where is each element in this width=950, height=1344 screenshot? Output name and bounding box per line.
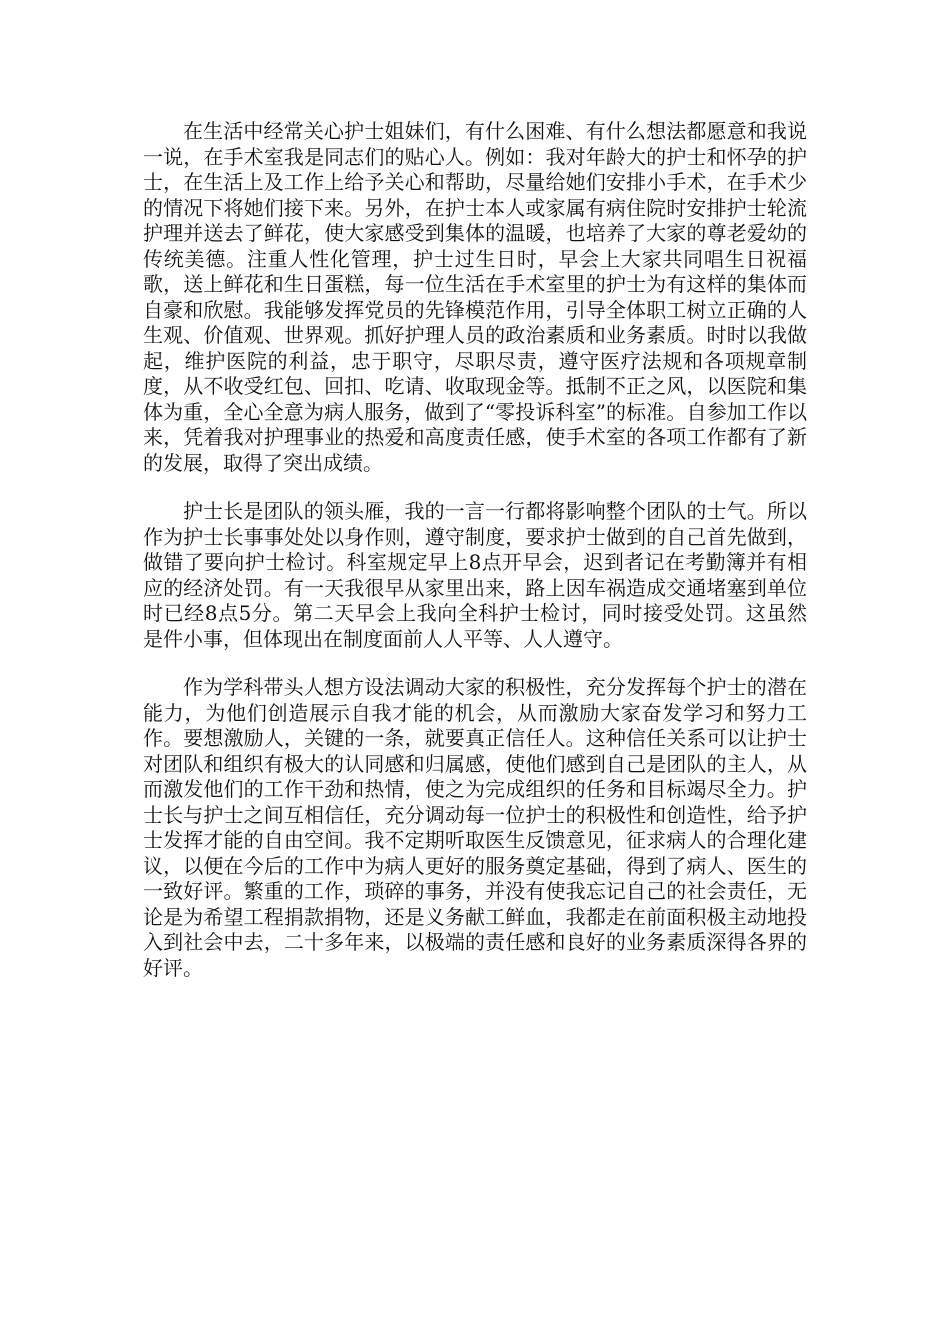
paragraph-care-for-nurses: 在生活中经常关心护士姐妹们，有什么困难、有什么想法都愿意和我说一说，在手术室我是同志们的贴心人。例如：我对年龄大的护士和怀孕的护士，在生活上及工作上给予关心和帮助，尽量给她们安排小手术，在手术少的情况下将她们接下来。另外，在护士本人或家属有病住院时安排护士轮流护理并送去了鲜花，使大家感受到集体的温暖，也培养了大家的尊老爱幼的传统美德。注重人性化管理，护士过生日时，早会上大家共同唱生日祝福歌，送上鲜花和生日蛋糕，每一位生活在手术室里的护士为有这样的集体而自豪和欣慰。我能够发挥党员的先锋模范作用，引导全体职工树立正确的人生观、价值观、世界观。抓好护理人员的政治素质和业务素质。时时以我做起，维护医院的利益，忠于职守，尽职尽责，遵守医疗法规和各项规章制度，从不收受红包、回扣、吃请、收取现金等。抵制不正之风，以医院和集体为重，全心全意为病人服务，做到了“零投诉科室”的标准。自参加工作以来，凭着我对护理事业的热爱和高度责任感，使手术室的各项工作都有了新的发展，取得了突出成绩。	[143, 119, 807, 475]
document-body	[143, 119, 807, 1004]
paragraph-motivate-team: 作为学科带头人想方设法调动大家的积极性，充分发挥每个护士的潜在能力，为他们创造展示自我才能的机会，从而激励大家奋发学习和努力工作。要想激励人，关键的一条，就要真正信任人。这种信任关系可以让护士对团队和组织有极大的认同感和归属感，使他们感到自己是团队的主人，从而激发他们的工作干劲和热情，使之为完成组织的任务和目标竭尽全力。护士长与护士之间互相信任，充分调动每一位护士的积极性和创造性，给予护士发挥才能的自由空间。我不定期听取医生反馈意见，征求病人的合理化建议，以便在今后的工作中为病人更好的服务奠定基础，得到了病人、医生的一致好评。繁重的工作，琐碎的事务，并没有使我忘记自己的社会责任，无论是为希望工程捐款捐物，还是义务献工鲜血，我都走在前面积极主动地投入到社会中去，二十多年来，以极端的责任感和良好的业务素质深得各界的好评。	[143, 675, 807, 980]
paragraph-lead-by-example: 护士长是团队的领头雁，我的一言一行都将影响整个团队的士气。所以作为护士长事事处处以身作则，遵守制度，要求护士做到的自己首先做到，做错了要向护士检讨。科室规定早上8点开早会，迟到者记在考勤簿并有相应的经济处罚。有一天我很早从家里出来，路上因车祸造成交通堵塞到单位时已经8点5分。第二天早会上我向全科护士检讨，同时接受处罚。这虽然是件小事，但体现出在制度面前人人平等、人人遵守。	[143, 499, 807, 651]
